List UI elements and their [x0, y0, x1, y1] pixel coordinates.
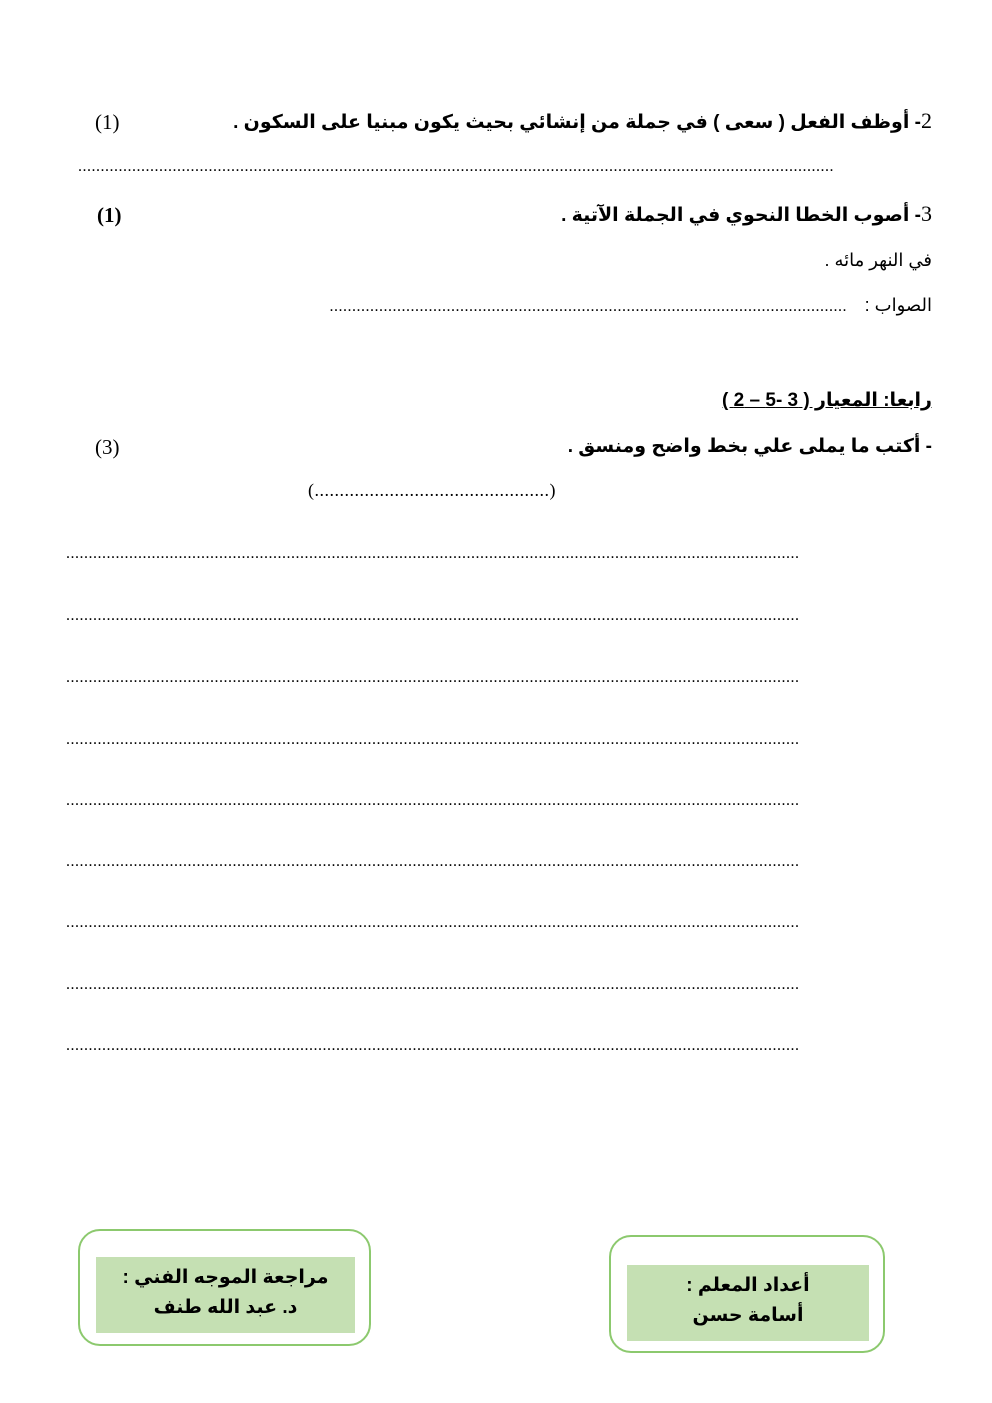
question-2-answer-line[interactable]: ........................................................................................................................................................................	[78, 158, 834, 175]
question-3-mark: (1)	[97, 203, 122, 227]
teacher-name: أسامة حسن	[692, 1305, 804, 1326]
question-3-number: 3	[921, 201, 932, 226]
question-3-body: - أصوب الخطا النحوي في الجملة الآتية .	[561, 205, 921, 226]
question-2-number: 2	[921, 108, 932, 133]
section-4-heading: رابعا: المعيار ( 3 -5 – 2 )	[722, 390, 932, 411]
question-2-mark: (1)	[95, 110, 120, 134]
teacher-signature-fill	[627, 1265, 869, 1341]
writing-line[interactable]: ...................................................................................................................................................................	[66, 731, 800, 748]
supervisor-signature-box	[78, 1229, 371, 1346]
teacher-signature-box	[609, 1235, 885, 1353]
section-4-instruction: - أكتب ما يملى علي بخط واضح ومنسق .	[567, 436, 932, 457]
supervisor-name: د. عبد الله طنف	[153, 1297, 298, 1318]
writing-line[interactable]: ...................................................................................................................................................................	[66, 607, 800, 624]
question-2-body: - أوظف الفعل ( سعى ) في جملة من إنشائي بحيث يكون مبنيا على السكون .	[233, 112, 921, 133]
writing-line[interactable]: ...................................................................................................................................................................	[66, 914, 800, 931]
teacher-title: أعداد المعلم :	[686, 1275, 810, 1296]
section-4-mark: (3)	[95, 435, 120, 459]
question-3-correction-label: الصواب :	[864, 295, 932, 315]
writing-line[interactable]: ...................................................................................................................................................................	[66, 976, 800, 993]
writing-line[interactable]: ...................................................................................................................................................................	[66, 792, 800, 809]
writing-line[interactable]: ...................................................................................................................................................................	[66, 669, 800, 686]
supervisor-title: مراجعة الموجه الفني :	[122, 1267, 329, 1288]
question-3-correction-line[interactable]: ...................................................................................................................	[329, 298, 847, 315]
dictation-title-placeholder[interactable]: (...............................................)	[308, 480, 556, 500]
question-2-text	[233, 108, 932, 134]
question-3-text	[561, 201, 932, 227]
question-3-sentence: في النهر مائه .	[824, 250, 932, 270]
writing-line[interactable]: ...................................................................................................................................................................	[66, 545, 800, 562]
supervisor-signature-fill	[96, 1257, 355, 1333]
writing-line[interactable]: ...................................................................................................................................................................	[66, 853, 800, 870]
writing-line[interactable]: ...................................................................................................................................................................	[66, 1037, 800, 1054]
